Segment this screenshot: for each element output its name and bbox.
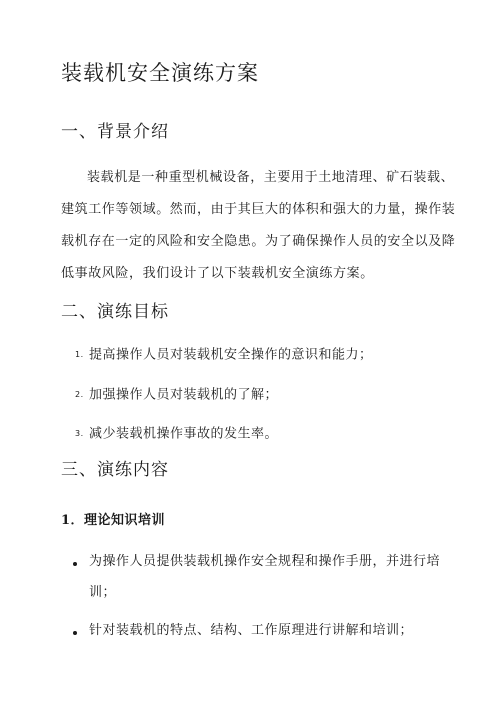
bullet-dot: [73, 562, 77, 566]
list-number: 3.: [75, 429, 84, 438]
ordered-list-item: [75, 385, 278, 406]
list-number: 2.: [75, 390, 84, 399]
list-item-text: 提高操作人员对装载机安全操作的意识和能力；: [89, 347, 373, 363]
ordered-list-item: [75, 345, 373, 366]
section-heading-background: 一、背景介绍: [61, 122, 169, 142]
paragraph-line: 装载机是一种重型机械设备，主要用于土地清理、矿石装载、: [87, 170, 455, 185]
bullet-item-line: 训；: [89, 585, 117, 600]
sub-heading: 1．理论知识培训: [61, 513, 166, 528]
list-number: 1.: [75, 350, 84, 359]
document-title: 装载机安全演练方案: [61, 61, 259, 85]
paragraph-line: 低事故风险，我们设计了以下装载机安全演练方案。: [61, 266, 374, 281]
section-heading-content: 三、演练内容: [61, 460, 169, 480]
paragraph-line: 建筑工作等领域。然而，由于其巨大的体积和强大的力量，操作装: [61, 202, 456, 217]
list-item-text: 加强操作人员对装载机的了解；: [89, 387, 279, 403]
ordered-list-item: [75, 424, 278, 445]
paragraph-line: 载机存在一定的风险和安全隐患。为了确保操作人员的安全以及降: [61, 234, 456, 249]
section-heading-goals: 二、演练目标: [61, 302, 169, 322]
bullet-dot: [73, 631, 77, 635]
list-item-text: 减少装载机操作事故的发生率。: [89, 426, 279, 442]
bullet-item-line: 针对装载机的特点、结构、工作原理进行讲解和培训；: [89, 623, 414, 638]
bullet-item-line: 为操作人员提供装载机操作安全规程和操作手册，并进行培: [89, 554, 441, 569]
